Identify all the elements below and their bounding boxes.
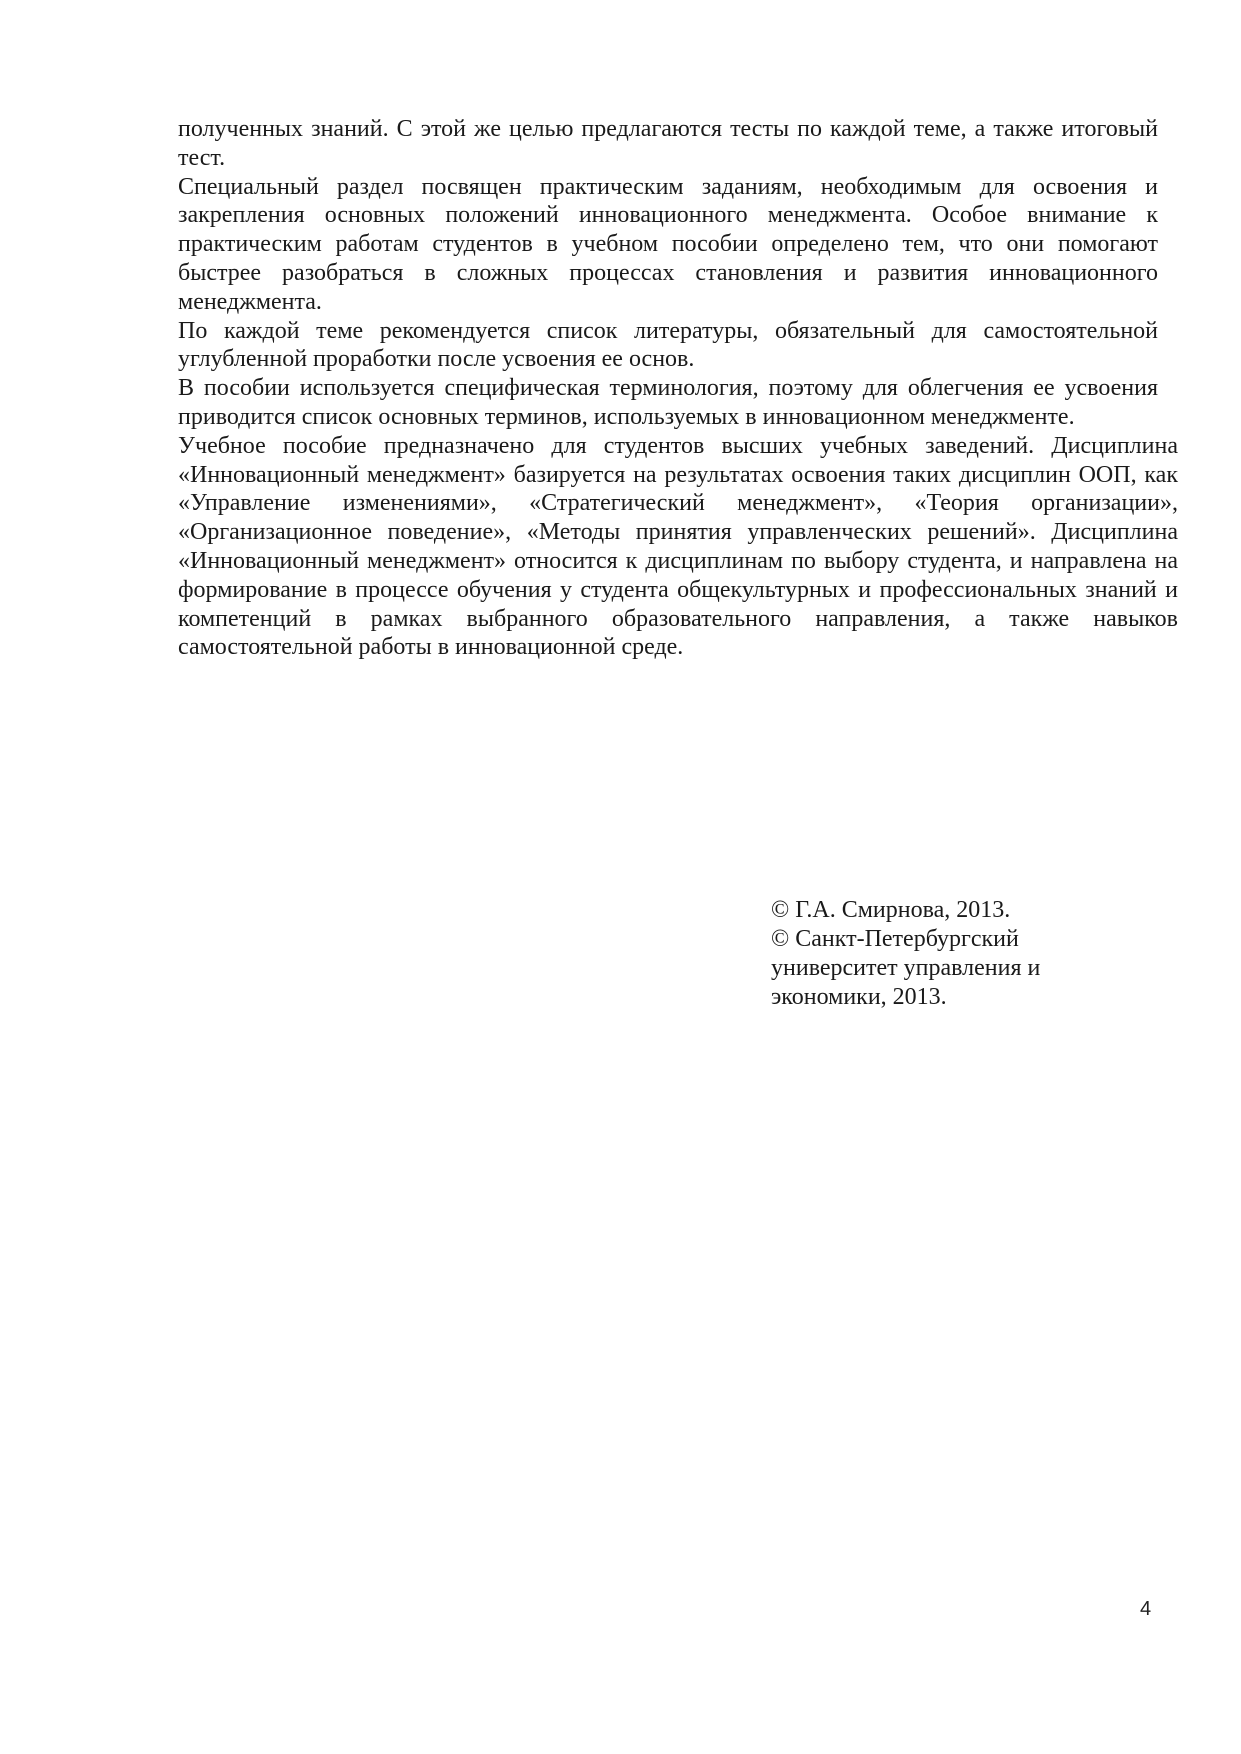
page-number: 4 [1140,1598,1152,1620]
paragraph-literature: По каждой теме рекомендуется список литературы, обязательный для самостоятельной углубленной проработки после усвоения ее основ. [178,317,1158,373]
copyright-university-line-2: университет управления и [771,955,1041,981]
paragraph-knowledge-tests: полученных знаний. С этой же целью предлагаются тесты по каждой теме, а также итоговый тест. [178,116,1158,171]
paragraph-terminology: В пособии используется специфическая терминология, поэтому для облегчения ее усвоения приводится список основных терминов, используемых в инновационном менеджменте. [178,375,1158,430]
paragraph-practical-tasks: Специальный раздел посвящен практическим заданиям, необходимым для освоения и закрепления основных положений инновационного менеджмента. Особое внимание к практическим работам студентов в учебном пособии определено тем, что они помогают быстрее разобраться в сложных процессах становления и развития инновационного менеджмента. [178,173,1158,315]
copyright-university-line-1: © Санкт-Петербургский [771,926,1019,952]
copyright-author: © Г.А. Смирнова, 2013. [771,897,1011,923]
copyright-university-line-3: экономики, 2013. [771,984,947,1010]
copyright-block [771,896,1111,1012]
body-text [178,115,1178,662]
paragraph-purpose: Учебное пособие предназначено для студентов высших учебных заведений. Дисциплина «Инновационный менеджмент» базируется на результатах освоения таких дисциплин ООП, как «Управление изменениями», «Стратегический менеджмент», «Теория организации», «Организационное поведение», «Методы принятия управленческих решений». Дисциплина «Инновационный менеджмент» относится к дисциплинам по выбору студента, и направлена на формирование в процессе обучения у студента общекультурных и профессиональных знаний и компетенций в рамках выбранного образовательного направления, а также навыков самостоятельной работы в инновационной среде. [178,432,1178,661]
